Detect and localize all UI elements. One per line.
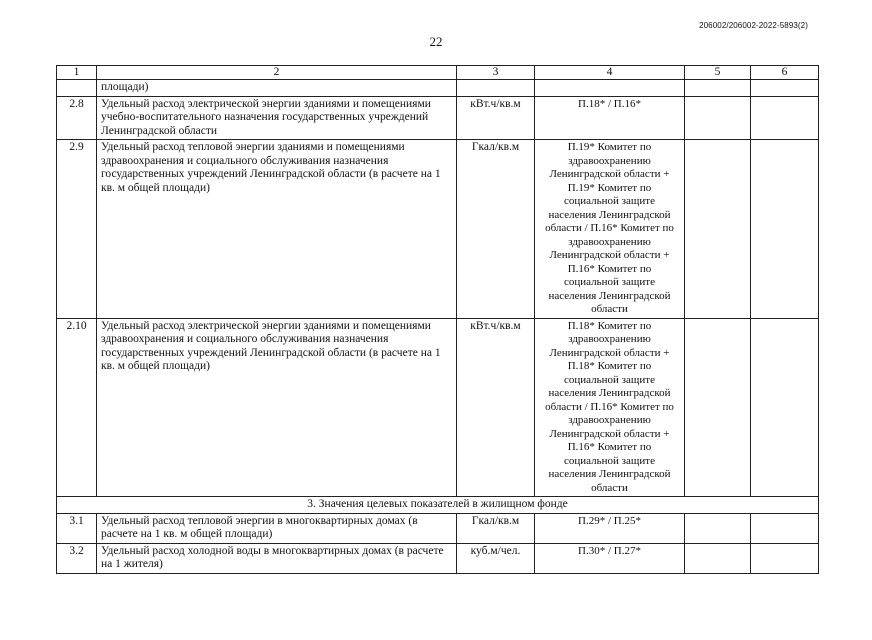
row-source: П.18* / П.16* — [535, 96, 685, 140]
row-description: Удельный расход холодной воды в многоквартирных домах (в расчете на 1 жителя) — [97, 543, 457, 573]
table-row — [57, 543, 819, 573]
row-col6 — [751, 140, 819, 319]
row-description: Удельный расход электрической энергии зданиями и помещениями учебно-воспитательного назначения государственных учреждений Ленинградской области — [97, 96, 457, 140]
table-row — [57, 80, 819, 97]
row-col5 — [685, 80, 751, 97]
row-col6 — [751, 96, 819, 140]
row-col6 — [751, 318, 819, 497]
row-col5 — [685, 318, 751, 497]
row-source: П.30* / П.27* — [535, 543, 685, 573]
page-number: 22 — [429, 34, 443, 49]
row-unit: Гкал/кв.м — [457, 140, 535, 319]
row-source: П.29* / П.25* — [535, 513, 685, 543]
row-col6 — [751, 80, 819, 97]
row-number: 2.9 — [57, 140, 97, 319]
row-col5 — [685, 96, 751, 140]
table-row — [57, 140, 819, 319]
column-number: 5 — [685, 66, 751, 80]
row-col6 — [751, 543, 819, 573]
column-number: 4 — [535, 66, 685, 80]
row-number: 3.2 — [57, 543, 97, 573]
column-number: 1 — [57, 66, 97, 80]
row-number — [57, 80, 97, 97]
column-number: 2 — [97, 66, 457, 80]
row-description: площади) — [97, 80, 457, 97]
section-title: 3. Значения целевых показателей в жилищном фонде — [57, 497, 819, 514]
row-description: Удельный расход тепловой энергии зданиями и помещениями здравоохранения и социального обслуживания назначения государственных учреждений Ленинградской области (в расчете на 1 кв. м общей площади) — [97, 140, 457, 319]
row-unit: кВт.ч/кв.м — [457, 318, 535, 497]
row-source — [535, 80, 685, 97]
row-source: П.19* Комитет по здравоохранению Ленинградской области + П.19* Комитет по социальной защите населения Ленинградской области / П.16* Комитет по здравоохранению Ленинградской области + П.16* Комитет по социальной защите населения Ленинградской области — [535, 140, 685, 319]
row-col6 — [751, 513, 819, 543]
row-unit: куб.м/чел. — [457, 543, 535, 573]
indicators-table — [56, 65, 819, 574]
column-number: 6 — [751, 66, 819, 80]
row-col5 — [685, 543, 751, 573]
column-number-row — [57, 66, 819, 80]
table-row — [57, 513, 819, 543]
row-col5 — [685, 513, 751, 543]
row-source: П.18* Комитет по здравоохранению Ленинградской области + П.18* Комитет по социальной защите населения Ленинградской области / П.16* Комитет по здравоохранению Ленинградской области + П.16* Комитет по социальной защите населения Ленинградской области — [535, 318, 685, 497]
row-number: 2.10 — [57, 318, 97, 497]
document-id: 206002/206002-2022-5893(2) — [699, 21, 808, 30]
section-heading-row — [57, 497, 819, 514]
row-number: 3.1 — [57, 513, 97, 543]
row-description: Удельный расход электрической энергии зданиями и помещениями здравоохранения и социального обслуживания назначения государственных учреждений Ленинградской области (в расчете на 1 кв. м общей площади) — [97, 318, 457, 497]
table-row — [57, 318, 819, 497]
row-col5 — [685, 140, 751, 319]
row-unit — [457, 80, 535, 97]
row-unit: Гкал/кв.м — [457, 513, 535, 543]
row-number: 2.8 — [57, 96, 97, 140]
row-unit: кВт.ч/кв.м — [457, 96, 535, 140]
table-row — [57, 96, 819, 140]
row-description: Удельный расход тепловой энергии в многоквартирных домах (в расчете на 1 кв. м общей площади) — [97, 513, 457, 543]
column-number: 3 — [457, 66, 535, 80]
